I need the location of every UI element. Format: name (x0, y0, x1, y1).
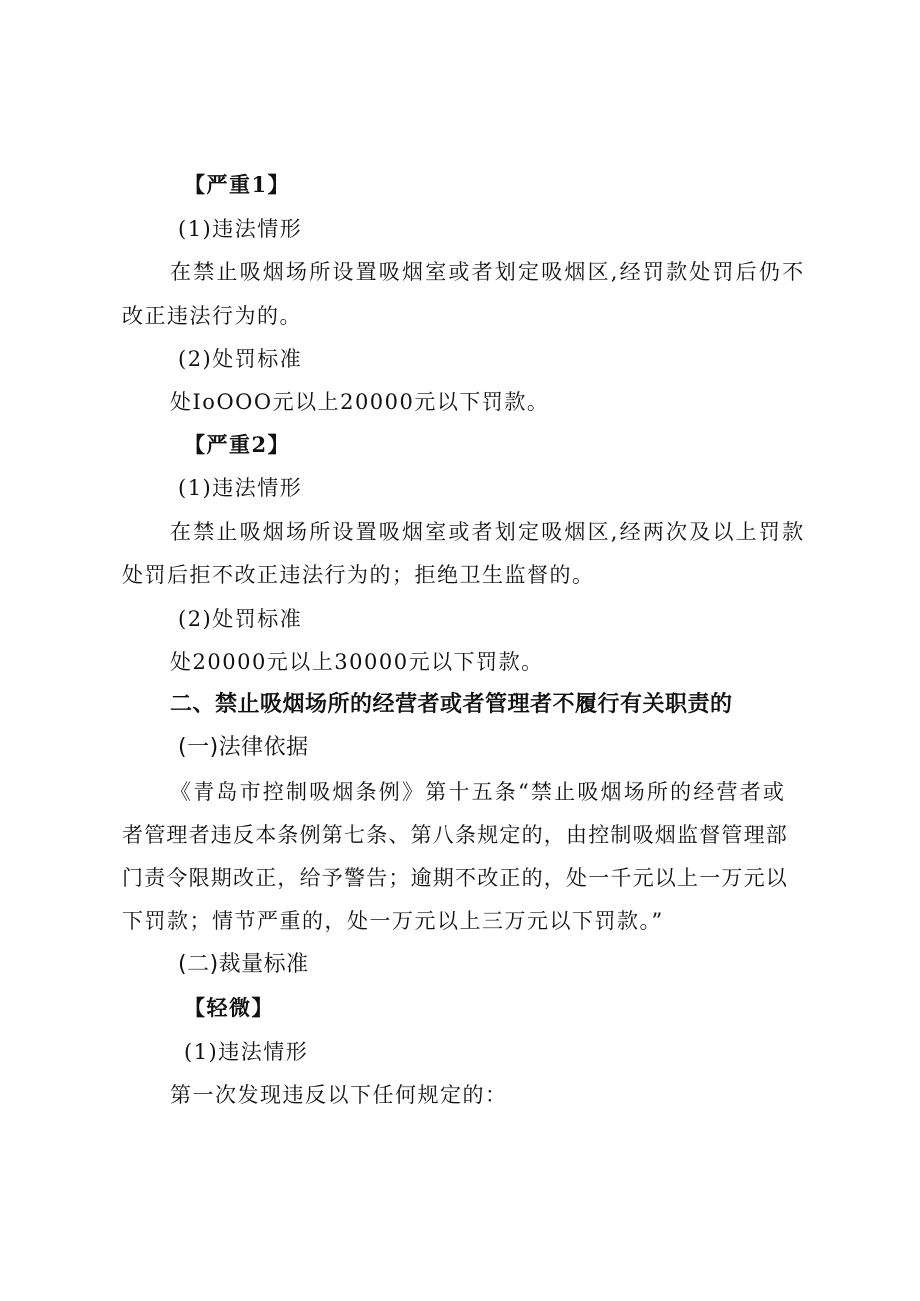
minor-heading: 【轻微】 (184, 995, 274, 1020)
minor-violation-title: (1)违法情形 (184, 1040, 309, 1064)
legal-basis-line-1: 《青岛市控制吸烟条例》第十五条“禁止吸烟场所的经营者或 (170, 780, 787, 804)
severe-1-penalty-title: (2)处罚标准 (178, 347, 303, 371)
severe-2-violation-line-1: 在禁止吸烟场所设置吸烟室或者划定吸烟区,经两次及以上罚款 (170, 520, 806, 544)
severe-2-violation-line-2: 处罚后拒不改正违法行为的；拒绝卫生监督的。 (122, 563, 595, 587)
legal-basis-heading: (一)法律依据 (178, 735, 309, 760)
legal-basis-line-2: 者管理者违反本条例第七条、第八条规定的，由控制吸烟监督管理部 (122, 823, 788, 847)
standard-heading: (二)裁量标准 (178, 952, 309, 977)
severe-1-violation-line-2: 改正违法行为的。 (122, 304, 302, 328)
severe-2-penalty-text: 处20000元以上30000元以下罚款。 (170, 650, 544, 674)
severe-1-heading: 【严重1】 (184, 172, 291, 197)
legal-basis-line-3: 门责令限期改正，给予警告；逾期不改正的，处一千元以上一万元以 (122, 866, 788, 890)
legal-basis-line-4: 下罚款；情节严重的，处一万元以上三万元以下罚款。” (122, 909, 664, 933)
severe-1-violation-title: (1)违法情形 (178, 217, 303, 241)
severe-2-heading: 【严重2】 (184, 432, 291, 457)
severe-2-penalty-title: (2)处罚标准 (178, 607, 303, 631)
minor-violation-text: 第一次发现违反以下任何规定的： (170, 1083, 508, 1107)
severe-2-violation-title: (1)违法情形 (178, 476, 303, 500)
severe-1-penalty-text: 处IoOOO元以上20000元以下罚款。 (170, 390, 550, 414)
section-2-heading: 二、禁止吸烟场所的经营者或者管理者不履行有关职责的 (170, 692, 733, 717)
severe-1-violation-line-1: 在禁止吸烟场所设置吸烟室或者划定吸烟区,经罚款处罚后仍不 (170, 260, 806, 284)
